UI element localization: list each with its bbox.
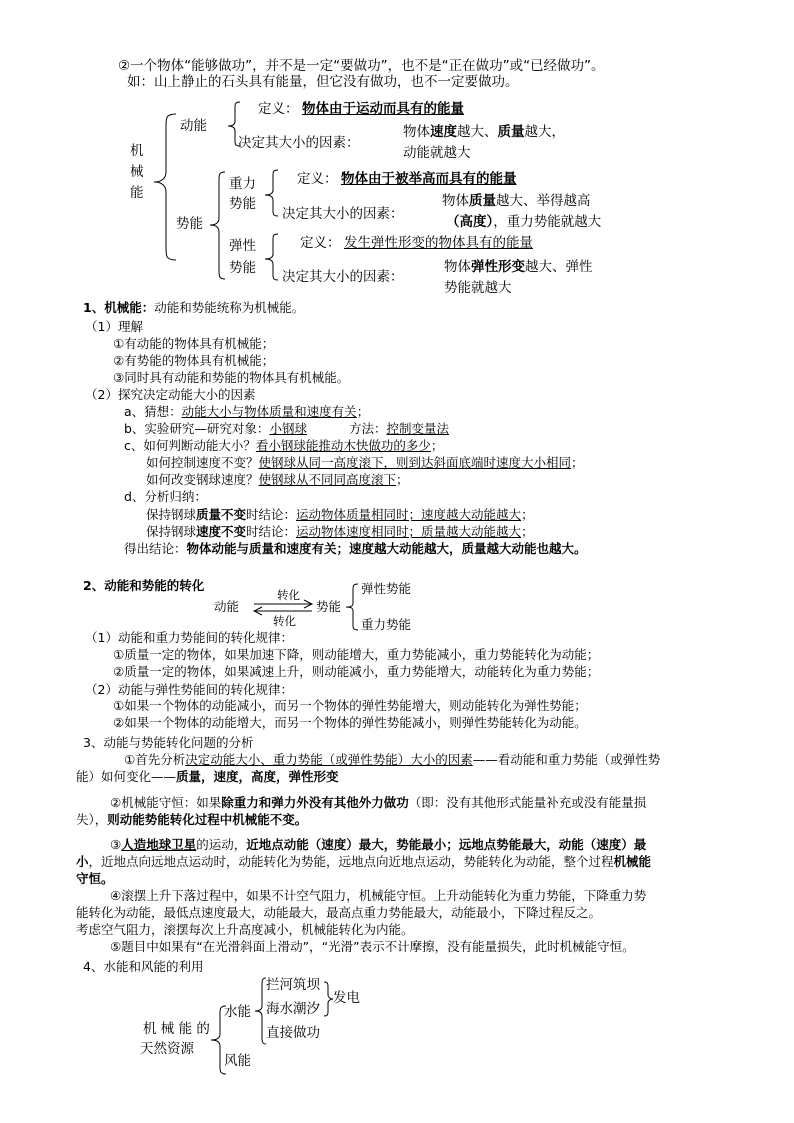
sec1-judge: c、如何判断动能大小？看小钢球能推动木快做功的多少； xyxy=(124,438,444,453)
sec1-understand-a: ①有动能的物体具有机械能； xyxy=(113,336,275,351)
sec3-p1-line1: ①首先分析决定动能大小、重力势能（或弹性势能）大小的因素——看动能和重力势能（或弹性势 xyxy=(124,752,661,767)
elastic-factor-label: 决定其大小的因素： xyxy=(282,269,404,285)
sec1-conclusion-speed: 保持钢球速度不变时结论：运动物体速度相同时；质量越大动能越大； xyxy=(146,524,534,539)
sec1-control-speed: 如何控制速度不变？使钢球从同一高度滚下，则到达斜面底端时速度大小相同； xyxy=(146,455,584,470)
sec3-p5: ⑤题目中如果有“在光滑斜面上滑动”，“光滑”表示不计摩擦，没有能量损失，此时机械能守恒。 xyxy=(110,939,635,954)
sec1-understand: （1）理解 xyxy=(85,319,143,334)
sec1-guess: a、猜想：动能大小与物体质量和速度有关； xyxy=(124,404,370,419)
tree-root-char-2: 械 xyxy=(130,164,144,180)
sec2-gravity-b: ②质量一定的物体，如果减速上升，则动能减小，重力势能增大，动能转化为重力势能； xyxy=(113,664,600,679)
sec1-analyze: d、分析归纳： xyxy=(124,489,207,504)
sec1-conclusion-mass: 保持钢球质量不变时结论：运动物体质量相同时；速度越大动能越大； xyxy=(146,507,534,522)
sec2-elastic-rule: （2）动能与弹性势能间的转化规律： xyxy=(85,682,293,697)
elastic-potential-1: 弹性 xyxy=(229,238,256,254)
gravity-potential-1: 重力 xyxy=(229,176,256,192)
kinetic-def-text: 物体由于运动而具有的能量 xyxy=(302,101,464,117)
dam-item: 拦河筑坝 xyxy=(266,977,320,993)
diagram-convert-top: 转化 xyxy=(277,588,300,602)
gravity-factor-line-2: （高度），重力势能就越大 xyxy=(446,214,602,230)
sec2-gravity-a: ①质量一定的物体，如果加速下降，则动能增大，重力势能减小，重力势能转化为动能； xyxy=(113,647,600,662)
sec1-final-conclusion: 得出结论：物体动能与质量和速度有关；速度越大动能越大，质量越大动能也越大。 xyxy=(124,541,587,556)
sec3-p4-line2: 能转化为动能，最低点速度最大，动能最大，最高点重力势能最大，动能最小，下降过程反之。 xyxy=(76,905,602,920)
diagram-convert-bottom: 转化 xyxy=(273,614,296,628)
tree-root-char-3: 能 xyxy=(130,185,144,201)
sec1-understand-b: ②有势能的物体具有机械能； xyxy=(113,353,275,368)
potential-energy-label: 势能 xyxy=(176,216,203,232)
elastic-potential-2: 势能 xyxy=(229,260,256,276)
intro-line-1: ②一个物体“能够做功”，并不是一定“要做功”，也不是“正在做功”或“已经做功”。 xyxy=(118,58,605,74)
section-1-heading: 1、机械能：动能和势能统称为机械能。 xyxy=(83,300,305,315)
section-3-heading: 3、动能与势能转化问题的分析 xyxy=(83,735,254,750)
sec1-understand-c: ③同时具有动能和势能的物体具有机械能。 xyxy=(113,370,350,385)
diagram-elastic: 弹性势能 xyxy=(361,581,412,596)
resources-root-2: 天然资源 xyxy=(140,1041,194,1057)
gravity-factor-line-1: 物体质量越大、举得越高 xyxy=(442,193,591,209)
elastic-factor-line-1: 物体弹性形变越大、弹性 xyxy=(444,259,593,275)
tree-main-brace xyxy=(150,112,190,262)
gravity-def-label: 定义： xyxy=(297,171,338,187)
sec1-explore: （2）探究决定动能大小的因素 xyxy=(85,387,256,402)
kinetic-factor-line-1: 物体速度越大、质量越大， xyxy=(403,124,565,140)
tree-root-char-1: 机 xyxy=(130,143,144,159)
kinetic-factor-label: 决定其大小的因素： xyxy=(238,135,360,151)
water-energy: 水能 xyxy=(224,1004,251,1020)
elastic-def-text: 发生弹性形变的物体具有的能量 xyxy=(344,235,533,251)
direct-work-item: 直接做功 xyxy=(266,1025,320,1041)
sec3-p1-line2: 能）如何变化——质量，速度，高度，弹性形变 xyxy=(76,769,339,784)
sec2-elastic-b: ②如果一个物体的动能增大，而另一个物体的弹性势能减小，则弹性势能转化为动能。 xyxy=(113,715,587,730)
section-4-heading: 4、水能和风能的利用 xyxy=(83,959,204,974)
sec3-p2-line1: ②机械能守恒：如果除重力和弹力外没有其他外力做功（即：没有其他形式能量补充或没有能量损 xyxy=(110,795,647,810)
sec3-p4-line1: ④滚摆上升下落过程中，如果不计空气阻力，机械能守恒。上升动能转化为重力势能，下降重力势 xyxy=(110,888,647,903)
power-generation: 发电 xyxy=(333,990,360,1006)
sec3-p4-line3: 考虑空气阻力，滚摆每次上升高度减小，机械能转化为内能。 xyxy=(76,922,414,937)
resources-root-1: 机 械 能 的 xyxy=(143,1021,210,1037)
diagram-gravity: 重力势能 xyxy=(361,617,412,632)
sec3-p2-line2: 失），则动能势能转化过程中机械能不变。 xyxy=(76,812,308,827)
gravity-factor-label: 决定其大小的因素： xyxy=(282,206,404,222)
sec1-change-speed: 如何改变钢球速度？使钢球从不同同高度滚下； xyxy=(146,472,409,487)
sec3-p3-line3: 守恒。 xyxy=(76,871,114,886)
tide-item: 海水潮汐 xyxy=(266,1001,320,1017)
sec3-p3-line2: 小，近地点向远地点运动时，动能转化为势能，远地点向近地点运动，势能转化为动能，整个过程机械能 xyxy=(76,854,652,869)
kinetic-factor-line-2: 动能就越大 xyxy=(403,145,471,161)
wind-energy: 风能 xyxy=(224,1053,251,1069)
kinetic-energy-label: 动能 xyxy=(180,118,207,134)
section-2-heading: 2、动能和势能的转化 xyxy=(83,578,205,593)
gravity-potential-2: 势能 xyxy=(229,196,256,212)
gravity-def-text: 物体由于被举高而具有的能量 xyxy=(341,171,517,187)
elastic-factor-line-2: 势能就越大 xyxy=(444,280,512,296)
diagram-kinetic: 动能 xyxy=(214,599,240,614)
sec2-elastic-a: ①如果一个物体的动能减小，而另一个物体的弹性势能增大，则动能转化为弹性势能； xyxy=(113,698,587,713)
sec3-p3-line1: ③人造地球卫星的运动，近地点动能（速度）最大，势能最小；远地点势能最大，动能（速度）最 xyxy=(110,837,647,852)
elastic-def-label: 定义： xyxy=(300,235,341,251)
sec2-gravity-rule: （1）动能和重力势能间的转化规律： xyxy=(85,630,293,645)
diagram-potential: 势能 xyxy=(316,599,342,614)
sec1-experiment: b、实验研究—研究对象：小钢球 方法：控制变量法 xyxy=(124,421,449,436)
kinetic-def-label: 定义： xyxy=(258,101,299,117)
intro-line-2: 如：山上静止的石头具有能量，但它没有做功，也不一定要做功。 xyxy=(127,74,519,90)
